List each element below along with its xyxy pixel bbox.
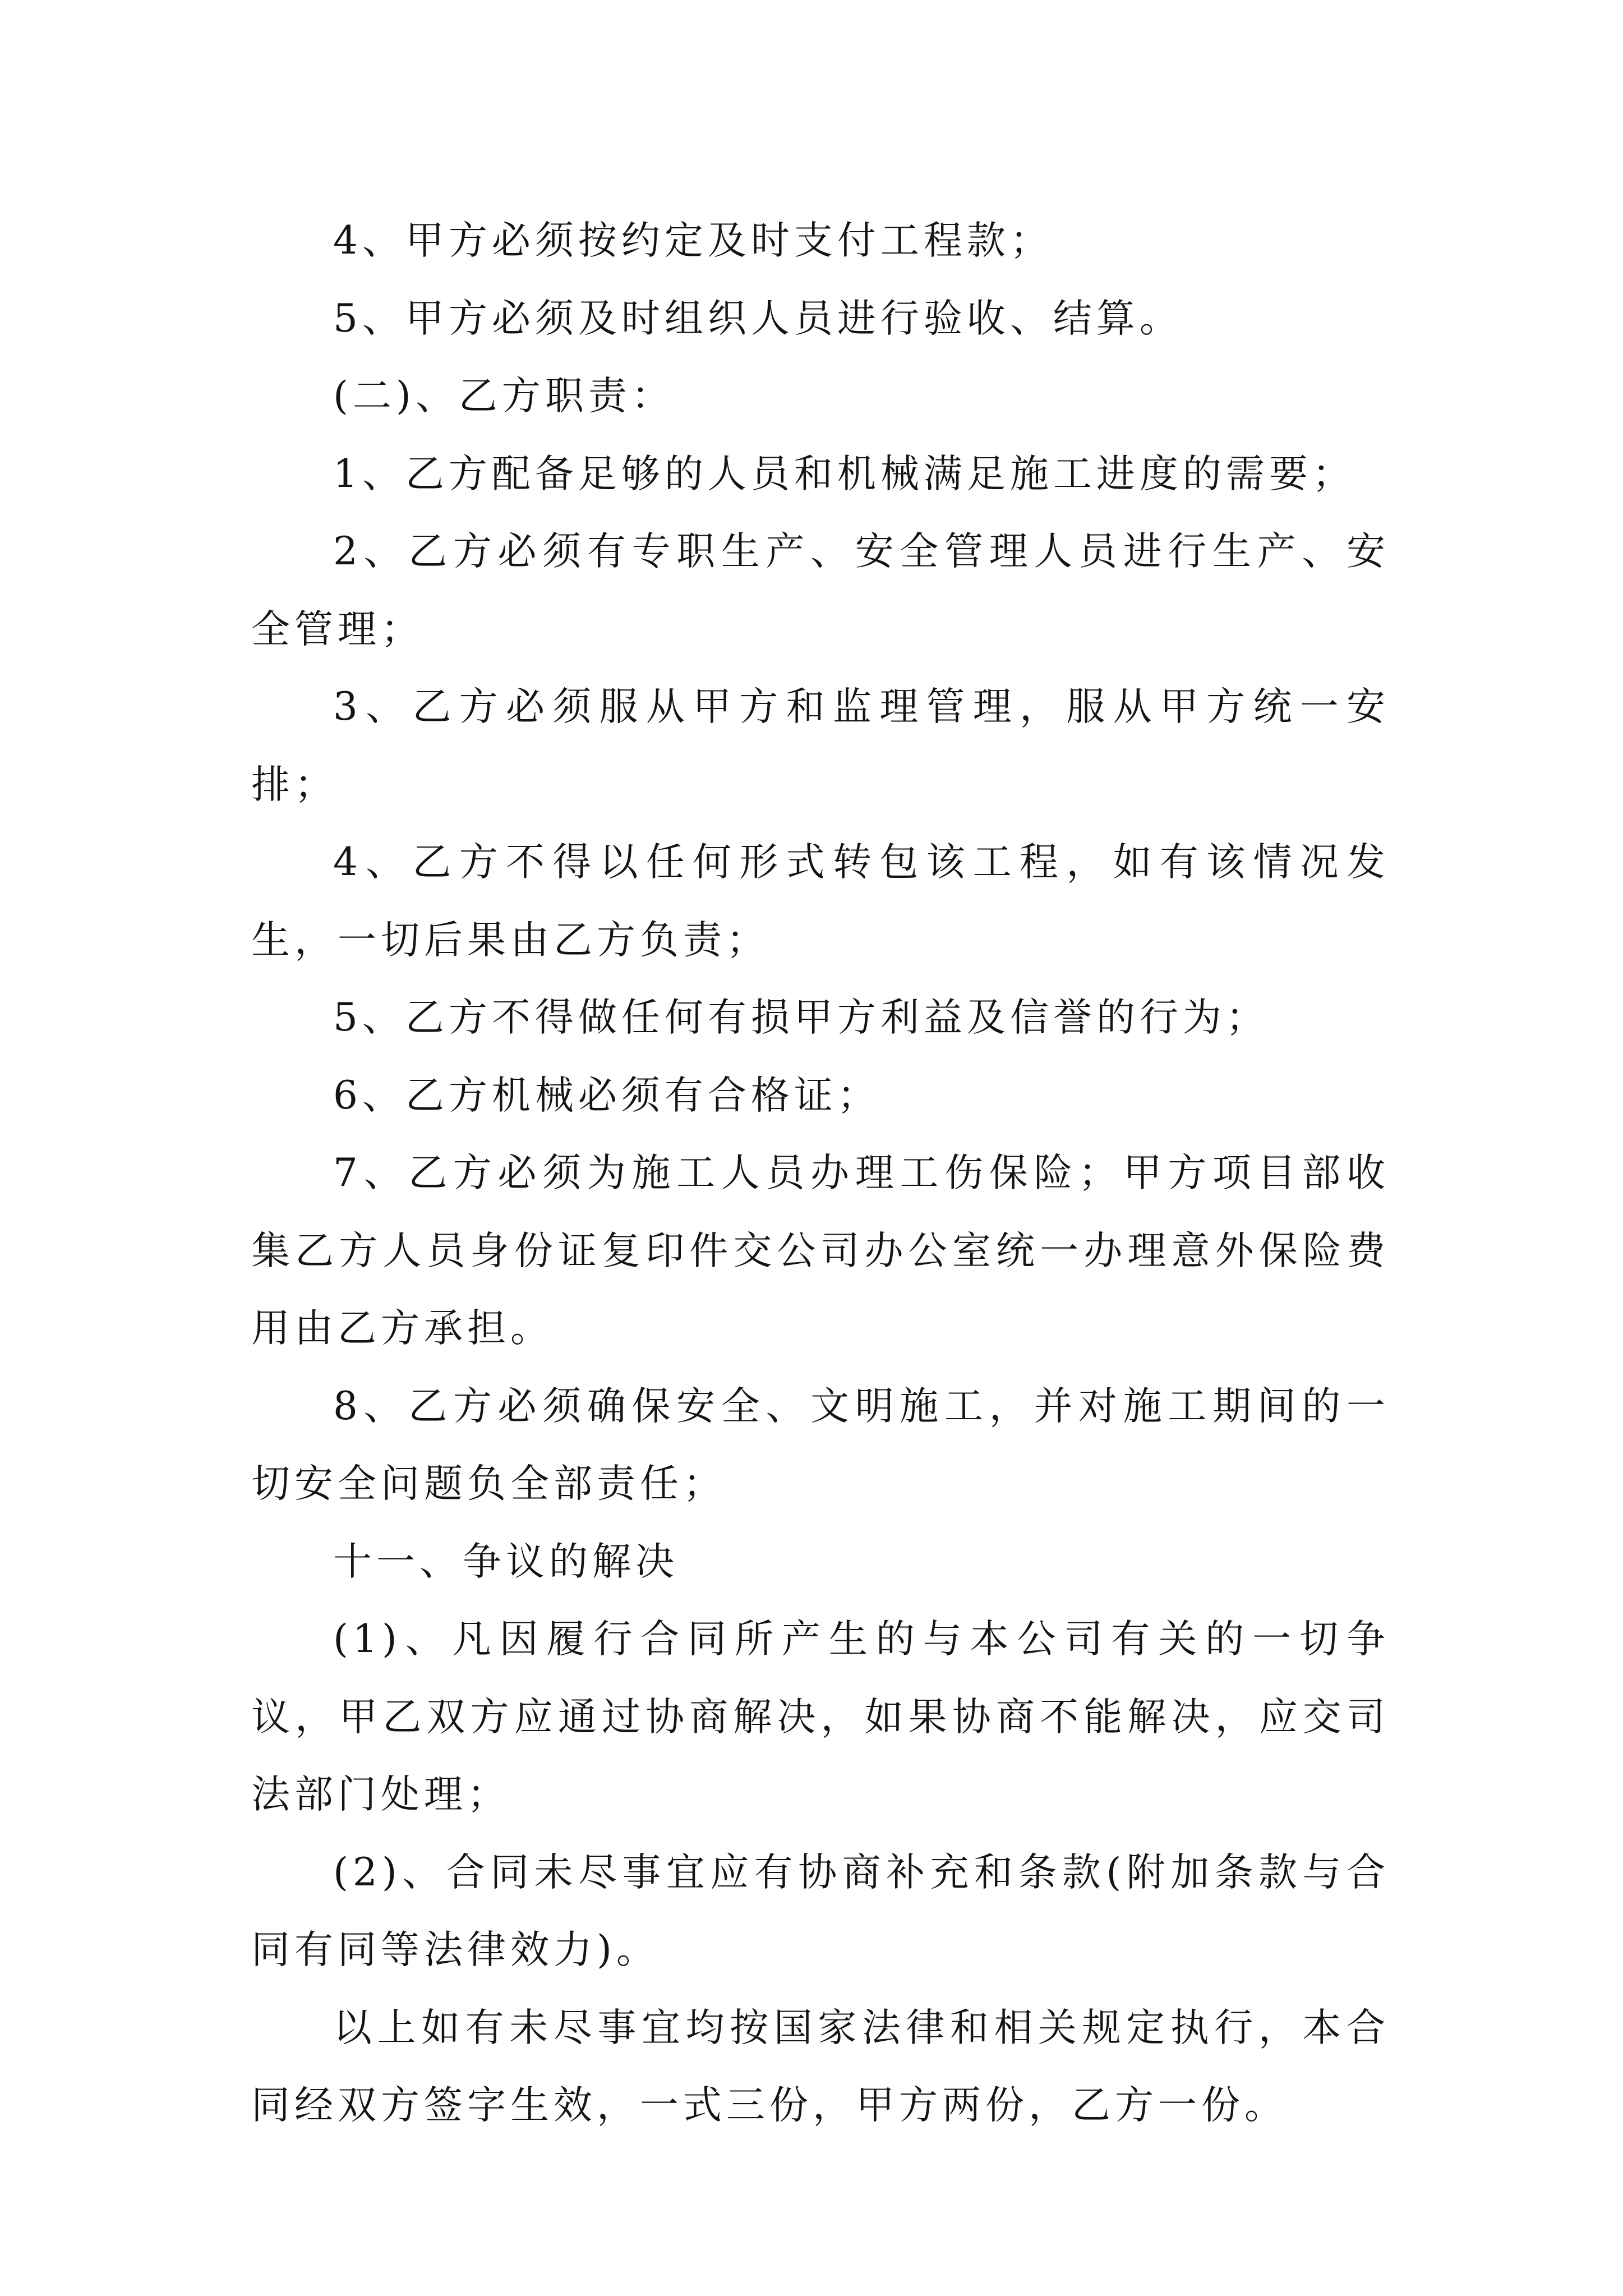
paragraph-party-a-duty-5: 5、甲方必须及时组织人员进行验收、结算。 bbox=[333, 296, 1183, 341]
paragraph-dispute-2: (2)、合同未尽事宜应有协商补充和条款(附加条款与合同有同等法律效力)。 bbox=[251, 1849, 1390, 1972]
paragraph-party-b-duty-5: 5、乙方不得做任何有损甲方利益及信誉的行为； bbox=[333, 995, 1269, 1040]
paragraph-party-b-duty-6: 6、乙方机械必须有合格证； bbox=[333, 1073, 880, 1118]
paragraph-party-b-duty-3: 3、乙方必须服从甲方和监理管理，服从甲方统一安排； bbox=[251, 684, 1390, 807]
paragraph-party-b-duty-7: 7、乙方必须为施工人员办理工伤保险；甲方项目部收集乙方人员身份证复印件交公司办公室统一办理意外保险费用由乙方承担。 bbox=[251, 1151, 1390, 1351]
paragraph-closing: 以上如有未尽事宜均按国家法律和相关规定执行，本合同经双方签字生效，一式三份，甲方两份，乙方一份。 bbox=[251, 2005, 1390, 2128]
paragraph-dispute-1: (1)、凡因履行合同所产生的与本公司有关的一切争议，甲乙双方应通过协商解决，如果协商不能解决，应交司法部门处理； bbox=[251, 1617, 1390, 1817]
paragraph-party-b-duty-8: 8、乙方必须确保安全、文明施工，并对施工期间的一切安全问题负全部责任； bbox=[251, 1383, 1390, 1506]
paragraph-party-b-duty-4: 4、乙方不得以任何形式转包该工程，如有该情况发生，一切后果由乙方负责； bbox=[251, 840, 1390, 963]
section-heading-dispute-resolution: 十一、争议的解决 bbox=[333, 1539, 679, 1584]
paragraph-party-a-duty-4: 4、甲方必须按约定及时支付工程款； bbox=[333, 218, 1053, 263]
paragraph-party-b-duty-1: 1、乙方配备足够的人员和机械满足施工进度的需要； bbox=[333, 451, 1355, 496]
section-heading-party-b-duties: (二)、乙方职责： bbox=[333, 374, 675, 418]
document-body bbox=[251, 202, 1390, 2145]
paragraph-party-b-duty-2: 2、乙方必须有专职生产、安全管理人员进行生产、安全管理； bbox=[251, 529, 1390, 652]
